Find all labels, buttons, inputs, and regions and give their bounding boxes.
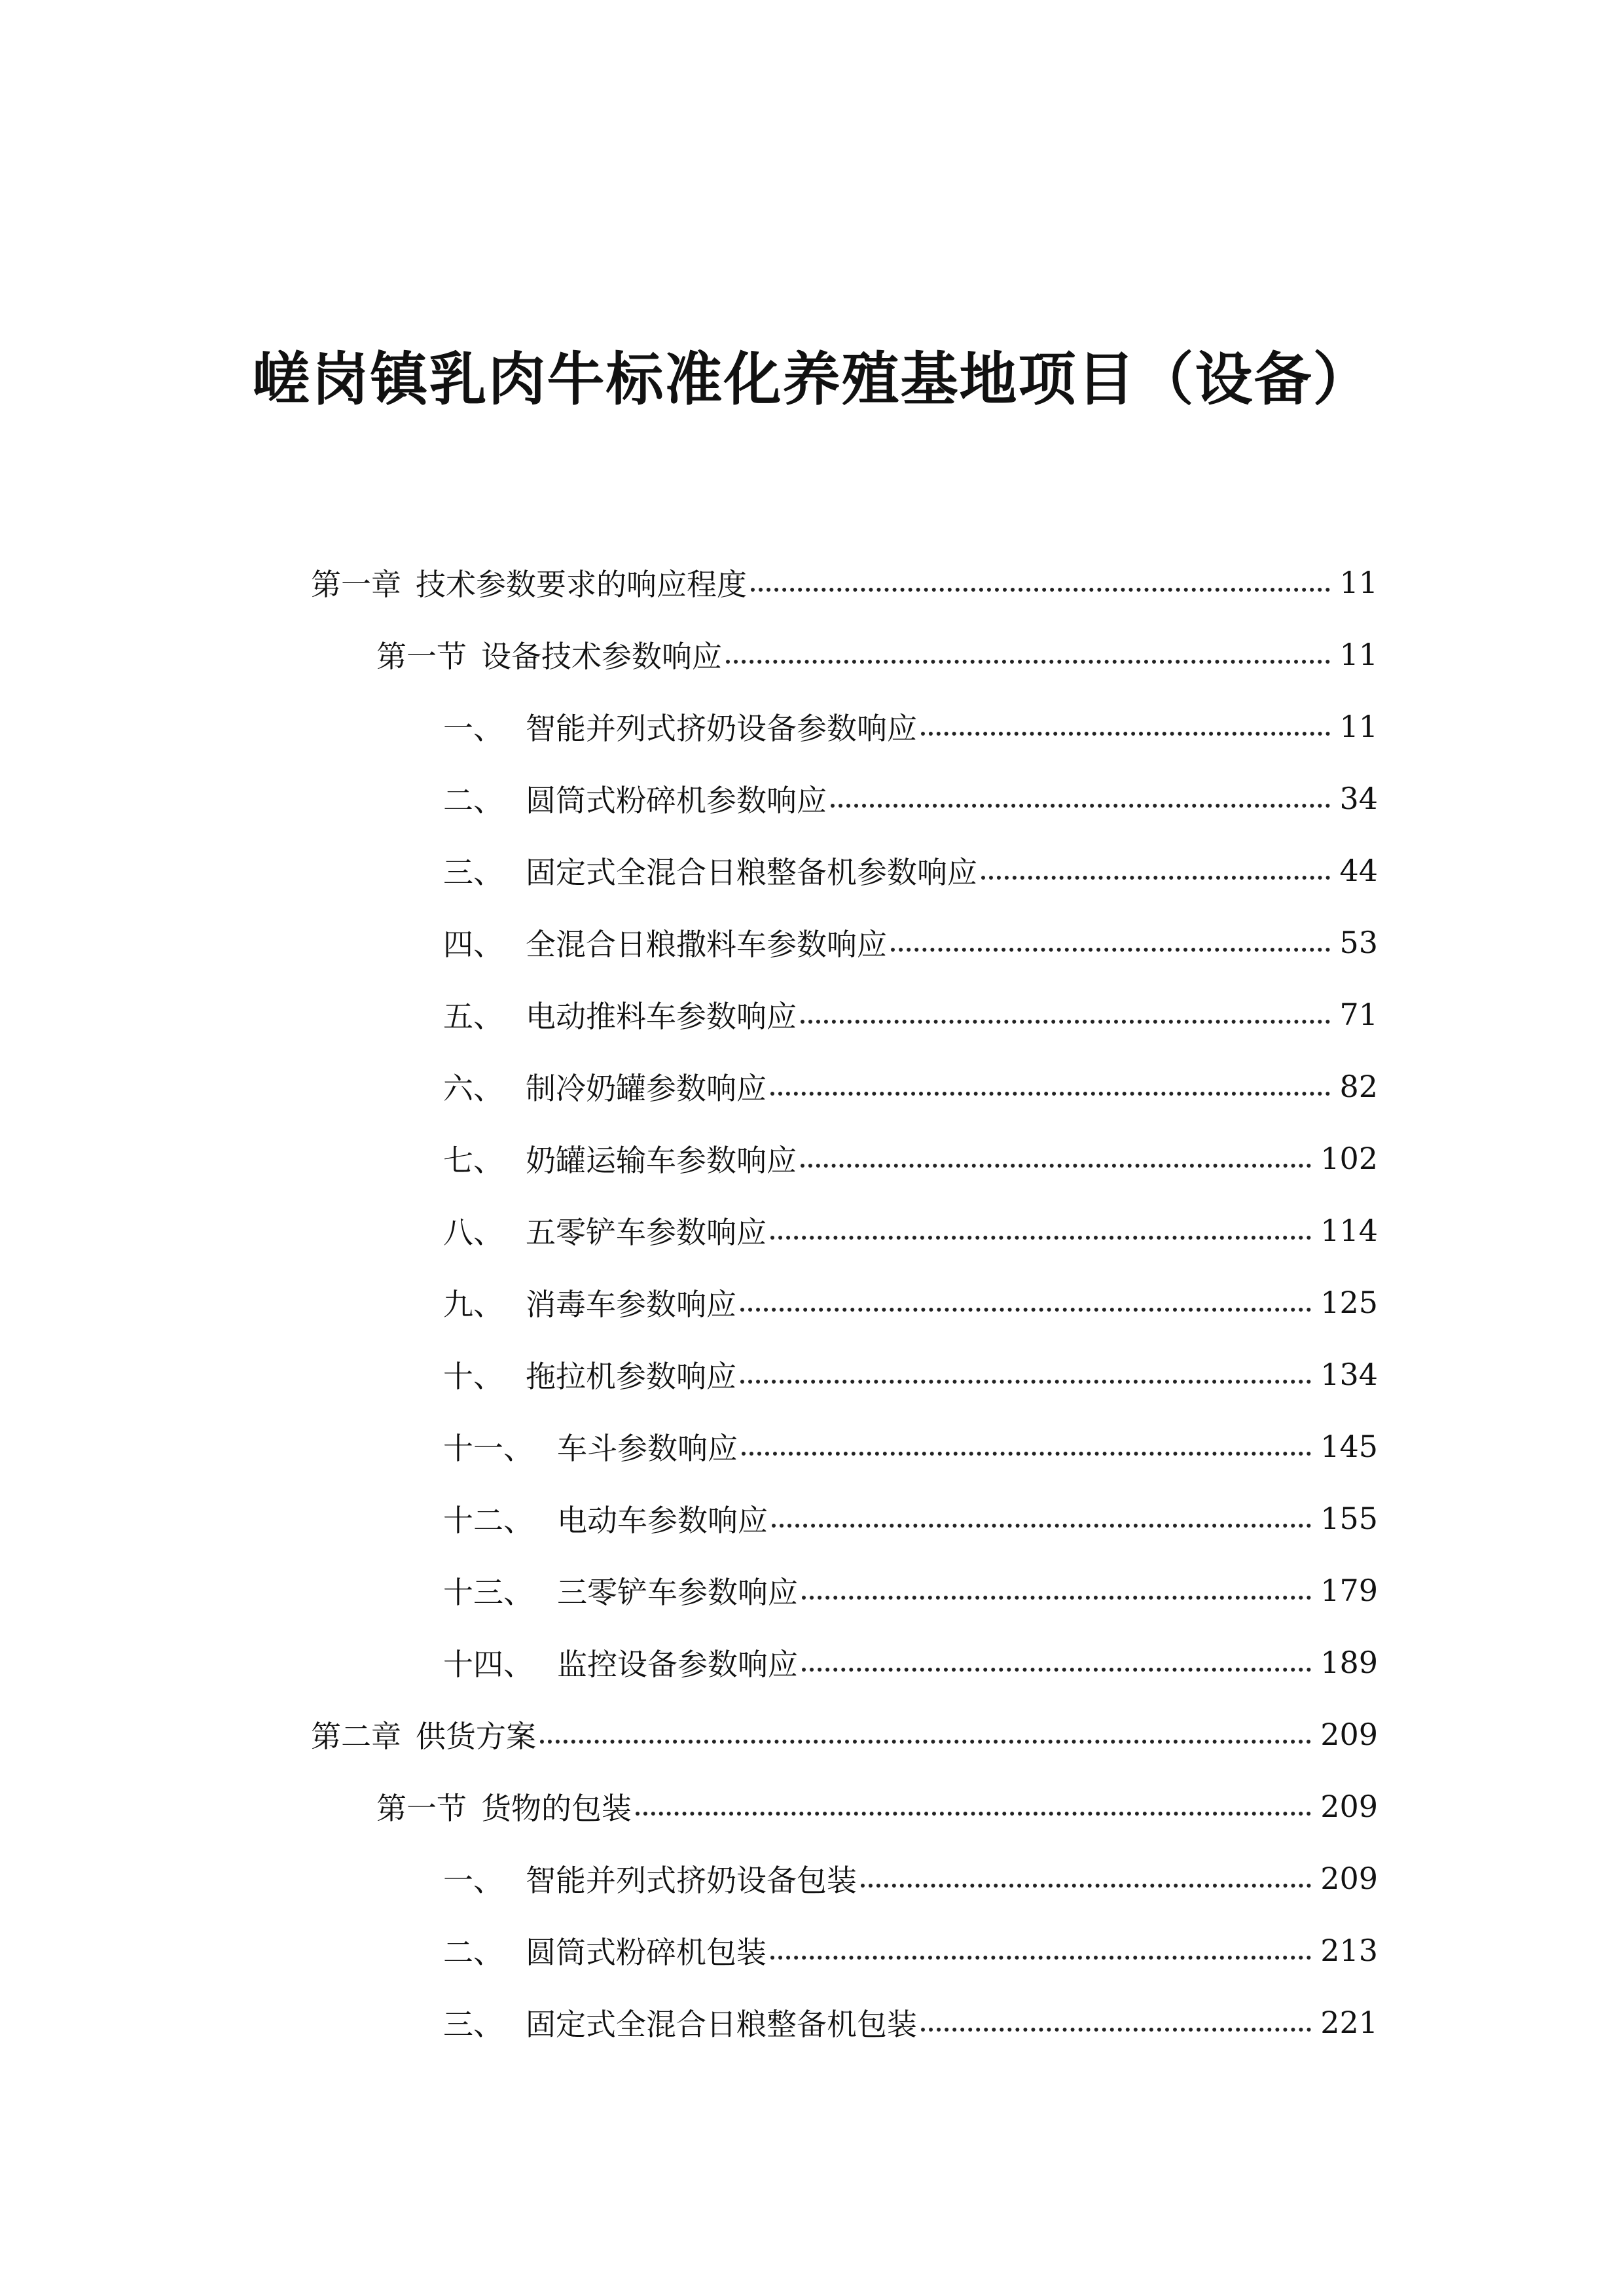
toc-entry-label — [443, 1353, 736, 1396]
toc-chapter-number: 第二章 — [311, 1719, 401, 1754]
toc-item-number: 十二、 — [443, 1503, 533, 1538]
toc-item-number: 一、 — [443, 1863, 503, 1898]
toc-dot-leader — [751, 568, 1330, 592]
toc-page-number: 102 — [1320, 1141, 1378, 1176]
toc-item-number: 七、 — [443, 1143, 503, 1178]
toc-entry-label — [443, 1929, 767, 1972]
toc-chapter-entry[interactable] — [311, 556, 1378, 609]
toc-entry-text: 拖拉机参数响应 — [526, 1359, 736, 1394]
toc-entry-text: 三零铲车参数响应 — [557, 1575, 798, 1610]
toc-page-number: 11 — [1339, 637, 1378, 672]
toc-entry-text: 固定式全混合日粮整备机参数响应 — [526, 855, 977, 890]
toc-dot-leader — [740, 1288, 1311, 1312]
toc-page-number: 179 — [1320, 1573, 1378, 1608]
toc-dot-leader — [770, 1216, 1311, 1240]
toc-page-number: 114 — [1320, 1213, 1378, 1248]
toc-page-number: 155 — [1320, 1501, 1378, 1536]
toc-entry-label — [443, 1857, 857, 1900]
toc-entry-text: 全混合日粮撒料车参数响应 — [526, 927, 887, 962]
toc-entry-text: 制冷奶罐参数响应 — [526, 1071, 767, 1106]
toc-entry-text: 电动推料车参数响应 — [526, 999, 797, 1034]
toc-item-number: 十三、 — [443, 1575, 533, 1610]
toc-item-entry[interactable] — [443, 1420, 1378, 1473]
toc-entry-label — [311, 561, 747, 604]
toc-entry-text: 监控设备参数响应 — [557, 1647, 798, 1682]
toc-item-number: 二、 — [443, 1935, 503, 1970]
toc-entry-label — [443, 1641, 798, 1684]
toc-dot-leader — [802, 1648, 1311, 1672]
toc-entry-text: 智能并列式挤奶设备包装 — [526, 1863, 857, 1898]
toc-dot-leader — [802, 1576, 1311, 1600]
toc-dot-leader — [636, 1792, 1311, 1816]
toc-entry-text: 奶罐运输车参数响应 — [526, 1143, 797, 1178]
toc-page-number: 209 — [1320, 1861, 1378, 1896]
toc-page-number: 53 — [1339, 925, 1378, 960]
toc-item-number: 五、 — [443, 999, 503, 1034]
toc-entry-label — [443, 849, 977, 892]
toc-page-number: 134 — [1320, 1357, 1378, 1392]
toc-item-number: 十四、 — [443, 1647, 533, 1682]
toc-item-entry[interactable] — [443, 1276, 1378, 1329]
toc-entry-text: 消毒车参数响应 — [526, 1287, 736, 1322]
toc-entry-label — [376, 1785, 632, 1828]
toc-dot-leader — [921, 2008, 1311, 2032]
toc-section-number: 第一节 — [376, 639, 467, 674]
toc-entry-text: 五零铲车参数响应 — [526, 1215, 767, 1250]
toc-entry-text: 圆筒式粉碎机包装 — [526, 1935, 767, 1970]
toc-entry-text: 固定式全混合日粮整备机包装 — [526, 2007, 917, 2042]
toc-item-entry[interactable] — [443, 1060, 1378, 1113]
toc-page-number: 82 — [1339, 1069, 1378, 1104]
toc-dot-leader — [726, 640, 1330, 664]
toc-dot-leader — [772, 1504, 1311, 1528]
toc-dot-leader — [891, 928, 1330, 952]
toc-entry-text: 智能并列式挤奶设备参数响应 — [526, 711, 917, 746]
toc-item-entry[interactable] — [443, 1564, 1378, 1617]
toc-page-number: 11 — [1339, 565, 1378, 600]
toc-item-entry[interactable] — [443, 1204, 1378, 1257]
toc-entry-label — [443, 1425, 738, 1468]
toc-entry-label — [311, 1713, 536, 1756]
toc-page-number: 221 — [1320, 2005, 1378, 2040]
toc-item-entry[interactable] — [443, 772, 1378, 825]
toc-chapter-entry[interactable] — [311, 1708, 1378, 1761]
toc-item-number: 八、 — [443, 1215, 503, 1250]
toc-dot-leader — [981, 856, 1330, 880]
toc-entry-label — [443, 1137, 797, 1180]
toc-page-number: 34 — [1339, 781, 1378, 816]
toc-page-number: 44 — [1339, 853, 1378, 888]
toc-item-entry[interactable] — [443, 1348, 1378, 1401]
toc-section-entry[interactable] — [376, 1780, 1378, 1833]
toc-entry-label — [443, 1065, 767, 1108]
toc-dot-leader — [831, 784, 1330, 808]
toc-entry-text: 货物的包装 — [481, 1791, 632, 1826]
toc-item-number: 九、 — [443, 1287, 503, 1322]
page-title: 嵯岗镇乳肉牛标准化养殖基地项目（设备） — [252, 346, 1372, 413]
toc-section-entry[interactable] — [376, 628, 1378, 681]
toc-entry-label — [443, 1209, 767, 1252]
toc-item-entry[interactable] — [443, 1852, 1378, 1905]
toc-item-entry[interactable] — [443, 916, 1378, 969]
toc-entry-text: 供货方案 — [416, 1719, 536, 1754]
toc-page-number: 209 — [1320, 1717, 1378, 1752]
toc-item-number: 一、 — [443, 711, 503, 746]
toc-chapter-number: 第一章 — [311, 567, 401, 602]
toc-item-entry[interactable] — [443, 844, 1378, 897]
toc-item-entry[interactable] — [443, 1996, 1378, 2049]
toc-entry-text: 设备技术参数响应 — [481, 639, 722, 674]
toc-entry-label — [443, 705, 917, 748]
toc-item-entry[interactable] — [443, 1924, 1378, 1977]
toc-dot-leader — [540, 1720, 1311, 1744]
toc-dot-leader — [801, 1000, 1330, 1024]
toc-item-number: 三、 — [443, 2007, 503, 2042]
toc-item-number: 二、 — [443, 783, 503, 818]
toc-page-number: 209 — [1320, 1789, 1378, 1824]
toc-item-number: 四、 — [443, 927, 503, 962]
toc-dot-leader — [742, 1432, 1311, 1456]
toc-dot-leader — [801, 1144, 1311, 1168]
toc-entry-label — [443, 2001, 917, 2044]
toc-entry-label — [443, 777, 827, 820]
toc-entry-label — [443, 993, 797, 1036]
toc-item-entry[interactable] — [443, 1636, 1378, 1689]
toc-entry-label — [443, 1497, 768, 1540]
toc-dot-leader — [861, 1864, 1311, 1888]
toc-page-number: 11 — [1339, 709, 1378, 744]
toc-page-number: 213 — [1320, 1933, 1378, 1968]
toc-entry-text: 技术参数要求的响应程度 — [416, 567, 747, 602]
toc-item-number: 十一、 — [443, 1431, 533, 1466]
toc-item-number: 三、 — [443, 855, 503, 890]
toc-dot-leader — [770, 1936, 1311, 1960]
toc-entry-text: 电动车参数响应 — [557, 1503, 768, 1538]
toc-entry-text: 圆筒式粉碎机参数响应 — [526, 783, 827, 818]
toc-item-entry[interactable] — [443, 988, 1378, 1041]
toc-dot-leader — [740, 1360, 1311, 1384]
toc-dot-leader — [770, 1072, 1330, 1096]
toc-section-number: 第一节 — [376, 1791, 467, 1826]
toc-entry-label — [443, 1569, 798, 1612]
toc-entry-label — [443, 1281, 736, 1324]
toc-item-entry[interactable] — [443, 1492, 1378, 1545]
toc-item-entry[interactable] — [443, 700, 1378, 753]
toc-entry-text: 车斗参数响应 — [557, 1431, 738, 1466]
toc-entry-label — [443, 921, 887, 964]
toc-item-number: 六、 — [443, 1071, 503, 1106]
toc-dot-leader — [921, 712, 1330, 736]
toc-page-number: 71 — [1339, 997, 1378, 1032]
toc-item-number: 十、 — [443, 1359, 503, 1394]
toc-page-number: 125 — [1320, 1285, 1378, 1320]
toc-item-entry[interactable] — [443, 1132, 1378, 1185]
toc-page-number: 189 — [1320, 1645, 1378, 1680]
toc-entry-label — [376, 633, 722, 676]
toc-page-number: 145 — [1320, 1429, 1378, 1464]
